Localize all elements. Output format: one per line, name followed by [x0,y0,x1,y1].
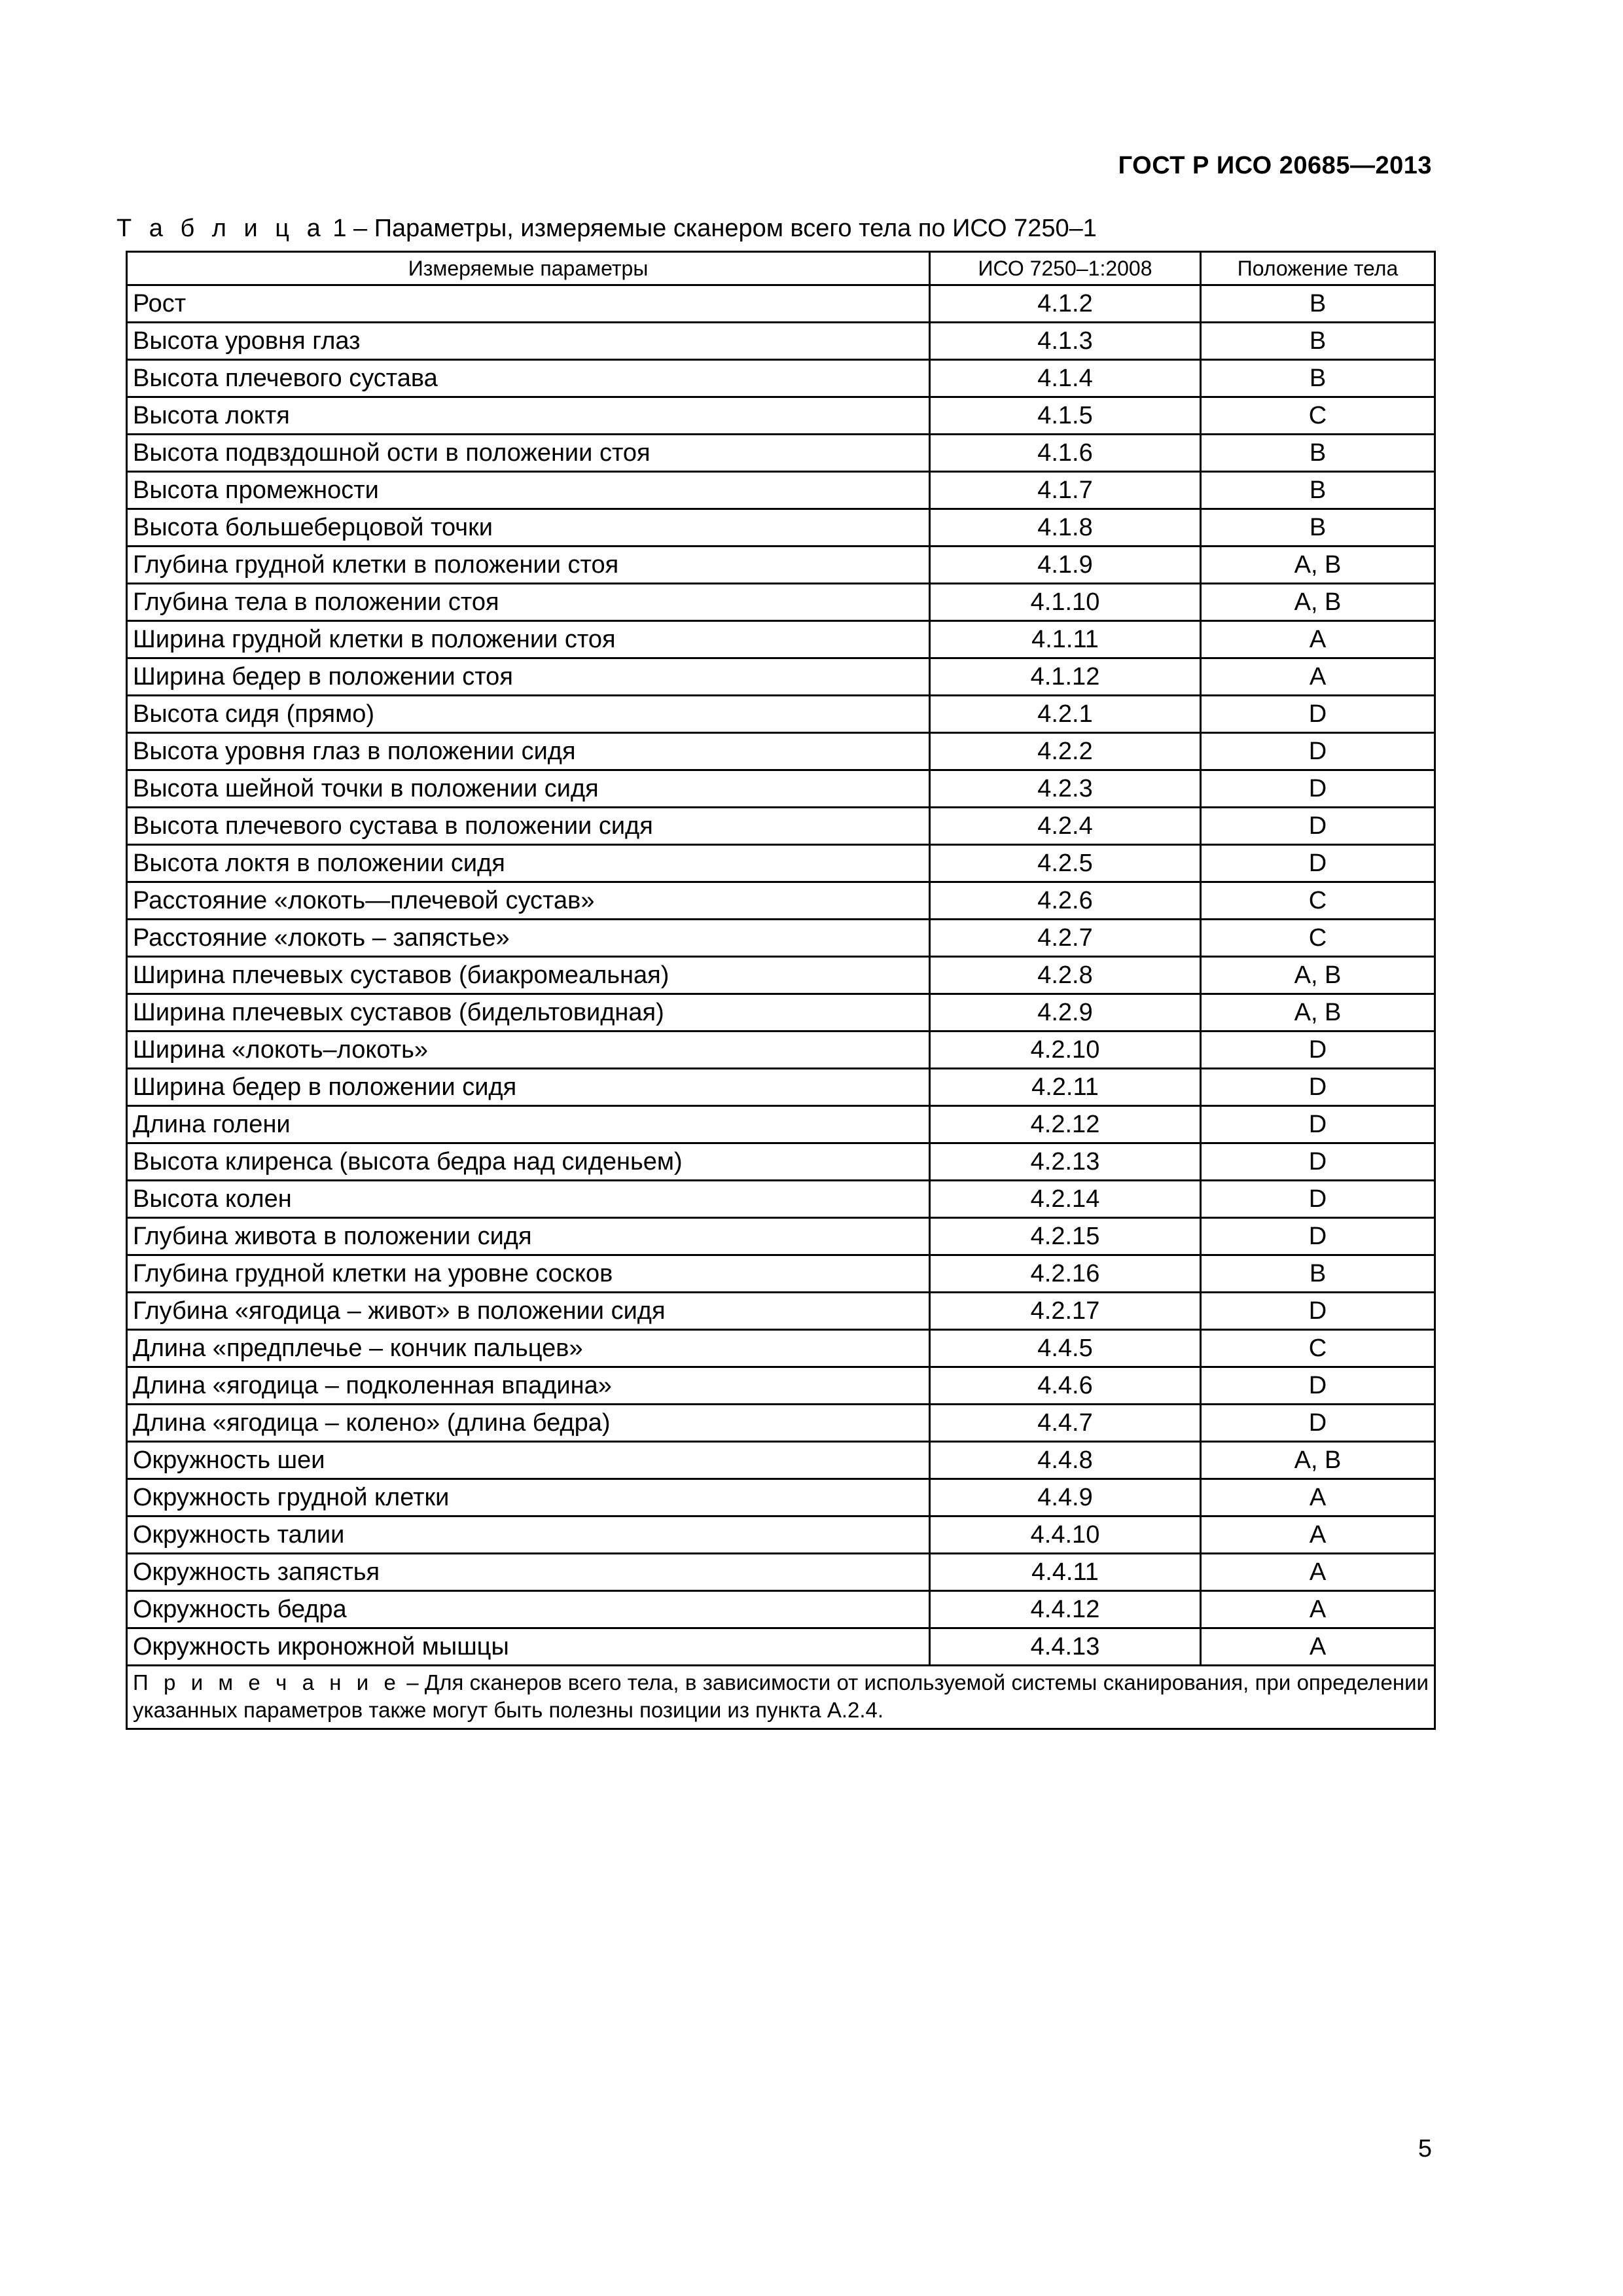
body-position-cell: D [1201,1106,1435,1143]
body-position-cell: C [1201,920,1435,957]
table-row [127,621,1435,658]
page-number: 5 [1418,2135,1432,2162]
parameter-cell: Окружность талии [127,1516,930,1554]
parameter-cell: Глубина живота в положении сидя [127,1218,930,1255]
table-note [127,1666,1435,1729]
iso-clause-cell: 4.4.9 [930,1479,1201,1516]
body-position-cell: A [1201,1628,1435,1666]
table-row [127,658,1435,696]
column-header-body-position: Положение тела [1201,252,1435,285]
body-position-cell: D [1201,696,1435,733]
parameter-cell: Длина «ягодица – колено» (длина бедра) [127,1405,930,1442]
table-row [127,808,1435,845]
iso-clause-cell: 4.2.15 [930,1218,1201,1255]
parameter-cell: Высота промежности [127,472,930,509]
table-row [127,994,1435,1031]
table-row [127,1143,1435,1181]
table-row [127,1031,1435,1069]
parameter-cell: Высота подвздошной ости в положении стоя [127,435,930,472]
table-row [127,1442,1435,1479]
body-position-cell: B [1201,1255,1435,1293]
iso-clause-cell: 4.4.12 [930,1591,1201,1628]
table-row [127,1218,1435,1255]
parameter-cell: Глубина грудной клетки на уровне сосков [127,1255,930,1293]
column-header-iso: ИСО 7250–1:2008 [930,252,1201,285]
iso-clause-cell: 4.2.9 [930,994,1201,1031]
parameter-cell: Рост [127,285,930,323]
parameter-cell: Высота большеберцовой точки [127,509,930,547]
parameter-cell: Расстояние «локоть – запястье» [127,920,930,957]
parameter-cell: Ширина бедер в положении стоя [127,658,930,696]
parameter-cell: Глубина тела в положении стоя [127,584,930,621]
parameter-cell: Высота шейной точки в положении сидя [127,770,930,808]
parameter-cell: Ширина бедер в положении сидя [127,1069,930,1106]
table-row [127,1293,1435,1330]
table-row [127,845,1435,882]
column-header-parameter: Измеряемые параметры [127,252,930,285]
parameter-cell: Высота колен [127,1181,930,1218]
table-caption-label: Т а б л и ц а [116,215,326,242]
body-position-cell: D [1201,1181,1435,1218]
iso-clause-cell: 4.1.3 [930,323,1201,360]
iso-clause-cell: 4.2.1 [930,696,1201,733]
table-row [127,584,1435,621]
parameter-cell: Высота уровня глаз в положении сидя [127,733,930,770]
note-label: П р и м е ч а н и е [133,1670,401,1695]
iso-clause-cell: 4.2.16 [930,1255,1201,1293]
iso-clause-cell: 4.4.10 [930,1516,1201,1554]
table-caption [116,215,1097,243]
table-row [127,1554,1435,1591]
iso-clause-cell: 4.1.12 [930,658,1201,696]
table-body [127,285,1435,1666]
body-position-cell: D [1201,808,1435,845]
iso-clause-cell: 4.4.7 [930,1405,1201,1442]
iso-clause-cell: 4.1.6 [930,435,1201,472]
table-row [127,547,1435,584]
iso-clause-cell: 4.1.5 [930,397,1201,435]
table-row [127,920,1435,957]
parameter-cell: Высота сидя (прямо) [127,696,930,733]
document-header: ГОСТ Р ИСО 20685—2013 [1118,152,1432,179]
iso-clause-cell: 4.2.17 [930,1293,1201,1330]
parameter-cell: Ширина плечевых суставов (биакромеальная) [127,957,930,994]
iso-clause-cell: 4.2.10 [930,1031,1201,1069]
body-position-cell: A, B [1201,994,1435,1031]
table-row [127,472,1435,509]
body-position-cell: C [1201,397,1435,435]
table-row [127,733,1435,770]
iso-clause-cell: 4.2.14 [930,1181,1201,1218]
iso-clause-cell: 4.2.2 [930,733,1201,770]
body-position-cell: B [1201,472,1435,509]
body-position-cell: D [1201,733,1435,770]
parameter-cell: Окружность грудной клетки [127,1479,930,1516]
table-row [127,882,1435,920]
body-position-cell: A, B [1201,957,1435,994]
parameter-cell: Длина «ягодица – подколенная впадина» [127,1367,930,1405]
body-position-cell: D [1201,1218,1435,1255]
table-row [127,1330,1435,1367]
body-position-cell: D [1201,1293,1435,1330]
table-row [127,1069,1435,1106]
table-row [127,397,1435,435]
body-position-cell: A [1201,1516,1435,1554]
parameter-cell: Глубина «ягодица – живот» в положении сидя [127,1293,930,1330]
body-position-cell: A [1201,658,1435,696]
iso-clause-cell: 4.2.5 [930,845,1201,882]
parameter-cell: Высота локтя [127,397,930,435]
body-position-cell: D [1201,845,1435,882]
table-header-row [127,252,1435,285]
body-position-cell: A [1201,1554,1435,1591]
parameter-cell: Окружность шеи [127,1442,930,1479]
body-position-cell: D [1201,1069,1435,1106]
table-row [127,1255,1435,1293]
parameter-cell: Окружность бедра [127,1591,930,1628]
table-row [127,1106,1435,1143]
body-position-cell: C [1201,1330,1435,1367]
table-row [127,1479,1435,1516]
table-row [127,1516,1435,1554]
body-position-cell: D [1201,1405,1435,1442]
iso-clause-cell: 4.4.5 [930,1330,1201,1367]
table-row [127,1367,1435,1405]
parameter-cell: Длина голени [127,1106,930,1143]
parameter-cell: Ширина грудной клетки в положении стоя [127,621,930,658]
body-position-cell: D [1201,770,1435,808]
body-position-cell: B [1201,360,1435,397]
body-position-cell: D [1201,1367,1435,1405]
iso-clause-cell: 4.4.11 [930,1554,1201,1591]
parameter-cell: Длина «предплечье – кончик пальцев» [127,1330,930,1367]
parameter-cell: Глубина грудной клетки в положении стоя [127,547,930,584]
table-row [127,696,1435,733]
iso-clause-cell: 4.2.12 [930,1106,1201,1143]
table-row [127,1628,1435,1666]
body-position-cell: A, B [1201,584,1435,621]
parameters-table [126,251,1436,1730]
body-position-cell: B [1201,323,1435,360]
parameter-cell: Ширина плечевых суставов (бидельтовидная) [127,994,930,1031]
table-row [127,1405,1435,1442]
table-row [127,1181,1435,1218]
iso-clause-cell: 4.2.8 [930,957,1201,994]
body-position-cell: A [1201,1591,1435,1628]
parameter-cell: Расстояние «локоть—плечевой сустав» [127,882,930,920]
table-note-row [127,1666,1435,1729]
iso-clause-cell: 4.1.11 [930,621,1201,658]
parameter-cell: Высота уровня глаз [127,323,930,360]
body-position-cell: B [1201,285,1435,323]
iso-clause-cell: 4.2.11 [930,1069,1201,1106]
iso-clause-cell: 4.2.6 [930,882,1201,920]
iso-clause-cell: 4.2.4 [930,808,1201,845]
iso-clause-cell: 4.1.10 [930,584,1201,621]
body-position-cell: A [1201,621,1435,658]
table-row [127,770,1435,808]
parameter-cell: Высота плечевого сустава [127,360,930,397]
table-row [127,1591,1435,1628]
iso-clause-cell: 4.2.13 [930,1143,1201,1181]
body-position-cell: B [1201,435,1435,472]
table-row [127,435,1435,472]
body-position-cell: A, B [1201,547,1435,584]
iso-clause-cell: 4.1.9 [930,547,1201,584]
table-caption-text: 1 – Параметры, измеряемые сканером всего тела по ИСО 7250–1 [325,215,1097,242]
table-row [127,360,1435,397]
body-position-cell: D [1201,1031,1435,1069]
body-position-cell: D [1201,1143,1435,1181]
iso-clause-cell: 4.4.8 [930,1442,1201,1479]
table-row [127,323,1435,360]
iso-clause-cell: 4.1.2 [930,285,1201,323]
iso-clause-cell: 4.4.6 [930,1367,1201,1405]
table-row [127,285,1435,323]
iso-clause-cell: 4.1.8 [930,509,1201,547]
body-position-cell: B [1201,509,1435,547]
parameter-cell: Высота плечевого сустава в положении сидя [127,808,930,845]
iso-clause-cell: 4.1.7 [930,472,1201,509]
parameter-cell: Высота локтя в положении сидя [127,845,930,882]
iso-clause-cell: 4.1.4 [930,360,1201,397]
parameter-cell: Окружность запястья [127,1554,930,1591]
body-position-cell: C [1201,882,1435,920]
parameter-cell: Высота клиренса (высота бедра над сиденьем) [127,1143,930,1181]
table-row [127,509,1435,547]
parameter-cell: Ширина «локоть–локоть» [127,1031,930,1069]
note-text: – Для сканеров всего тела, в зависимости от используемой системы сканирования, при определении указанных параметров также могут быть полезны позиции из пункта А.2.4. [133,1670,1429,1722]
iso-clause-cell: 4.2.7 [930,920,1201,957]
parameter-cell: Окружность икроножной мышцы [127,1628,930,1666]
table-row [127,957,1435,994]
body-position-cell: A, B [1201,1442,1435,1479]
iso-clause-cell: 4.2.3 [930,770,1201,808]
iso-clause-cell: 4.4.13 [930,1628,1201,1666]
body-position-cell: A [1201,1479,1435,1516]
